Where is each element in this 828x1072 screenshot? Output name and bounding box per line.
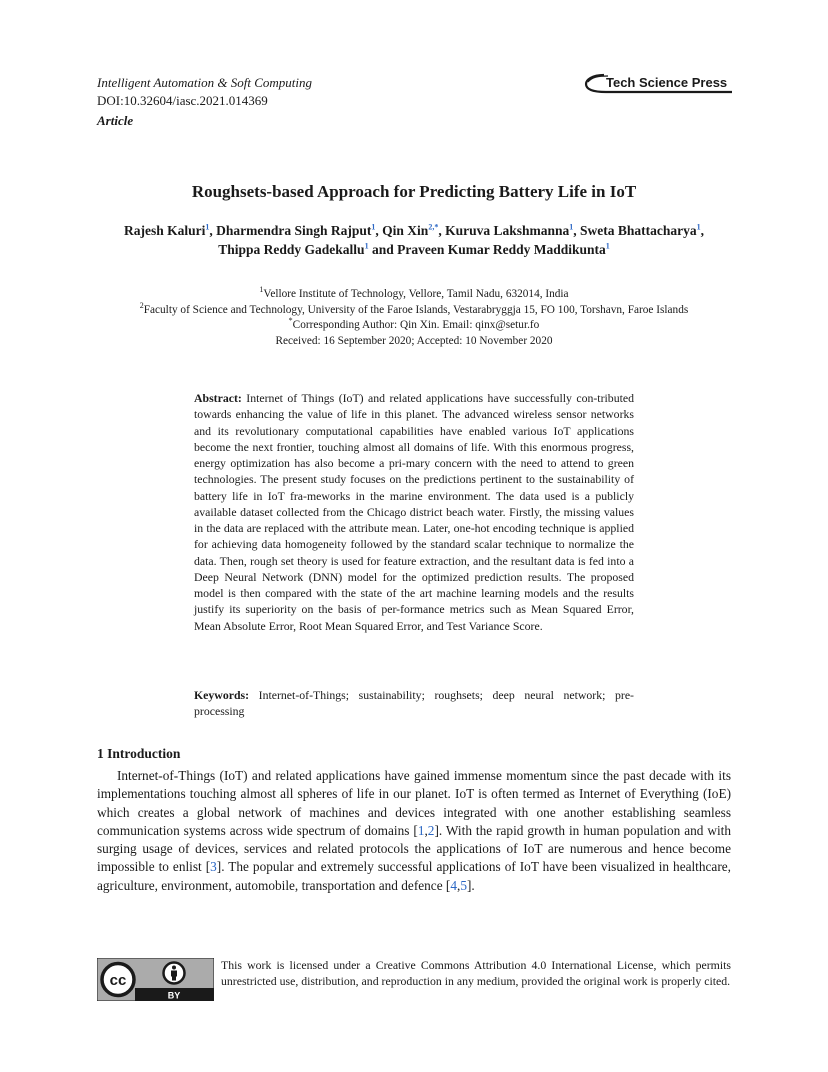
- abstract-label: Abstract:: [194, 391, 242, 405]
- citation-link[interactable]: 5: [460, 877, 467, 893]
- author: Sweta Bhattacharya$^1$: [580, 222, 701, 238]
- affiliation-2: $^2$Faculty of Science and Technology, University of the Faroe Islands, Vestarabryggja 15, FO 100, Torshavn, Faroe Islands: [139, 300, 689, 316]
- journal-name: Intelligent Automation & Soft Computing: [97, 75, 312, 90]
- author: Thippa Reddy Gadekallu$^1$: [218, 241, 369, 257]
- abstract-text: Internet of Things (IoT) and related applications have successfully con-tributed towards enhancing the value of life in this planet. The advanced wireless sensor networks and its revolutionary computational capabilities have enabled various IoT applications become the next frontier, touching almost all domains of life. With this enormous progress, energy optimization has also become a pri-mary concern with the need to attend to green technologies. The present study focuses on the predictions pertinent to the sustainability of battery life in IoT fra-meworks in the marine environment. The data used is a publicly available dataset collected from the Chicago district beach water. Firstly, the missing values in the data are replaced with the attribute mean. Later, one-hot encoding technique is applied for achieving data homogeneity followed by the standard scalar technique to normalize the data. Then, rough set theory is used for feature extraction, and the resultant data is fed into a Deep Neural Network (DNN) model for the optimized prediction results. The proposed model is then compared with the state of the art machine learning models and the results justify its superiority on the basis of per-formance metrics such as Mean Squared Error, Mean Absolute Error, Root Mean Squared Error, and Test Variance Score.: [194, 391, 634, 633]
- keywords: [194, 687, 634, 720]
- abstract: [194, 390, 634, 634]
- license-notice: This work is licensed under a Creative Commons Attribution 4.0 International License, which permits unrestricted use, distribution, and reproduction in any medium, provided the original work is properly cited.: [221, 958, 731, 989]
- article-type: Article: [97, 113, 134, 128]
- intro-paragraph: Internet-of-Things (IoT) and related applications have gained immense momentum since the past decade with its implementations touching almost all spheres of life in our planet. IoT is often termed as Internet of Everything (IoE) which creates a global network of machines and devices integrated with one another establishing seamless communication systems across wide spectrum of domains [1,2]. With the rapid growth in human population and with surging usage of devices, services and related protocols the applications of IoT are numerous and hence become impossible to enlist [3]. The popular and extremely successful applications of IoT have been visualized in healthcare, agriculture, environment, automobile, transportation and defence [4,5].: [97, 768, 731, 893]
- section-heading: 1 Introduction: [97, 746, 181, 761]
- cc-by-logo[interactable]: [97, 958, 214, 1001]
- keywords-text: Internet-of-Things; sustainability; roughsets; deep neural network; pre-processing: [194, 688, 634, 719]
- author: Kuruva Lakshmanna$^1$: [445, 222, 574, 238]
- affiliation-1: $^1$Vellore Institute of Technology, Vellore, Tamil Nadu, 632014, India: [259, 285, 569, 300]
- author-list: Rajesh Kaluri$^1$, Dharmendra Singh Rajput$^1$, Qin Xin$^{2,*}$, Kuruva Lakshmanna$^1$, Sweta Bhattacharya$^1$, Thippa Reddy Gadekallu$^1$ and Praveen Kumar Reddy Maddikunta$^1$: [124, 222, 704, 257]
- publisher-logo: [584, 72, 734, 94]
- author: Praveen Kumar Reddy Maddikunta$^1$: [397, 241, 610, 257]
- citation-link[interactable]: 3: [210, 859, 217, 875]
- by-label: BY: [167, 990, 181, 1001]
- keywords-label: Keywords:: [194, 688, 250, 702]
- affiliations: [40, 287, 788, 349]
- publisher-name: Tech Science Press: [606, 75, 728, 90]
- corresponding-author: *Corresponding Author: Qin Xin. Email: qinx@setur.fo: [288, 316, 540, 331]
- received-dates: Received: 16 September 2020; Accepted: 10 November 2020: [275, 334, 553, 347]
- author: Qin Xin$^{2,*}$: [382, 222, 439, 238]
- author: Dharmendra Singh Rajput$^1$: [216, 222, 376, 238]
- paper-title: Roughsets-based Approach for Predicting Battery Life in IoT: [191, 182, 637, 201]
- author: Rajesh Kaluri$^1$: [124, 222, 210, 238]
- citation-link[interactable]: 1: [417, 822, 425, 838]
- citation-link[interactable]: 4: [450, 877, 458, 893]
- citation-link[interactable]: 2: [427, 822, 435, 838]
- cc-mark: cc: [109, 972, 127, 989]
- doi[interactable]: DOI:10.32604/iasc.2021.014369: [97, 93, 268, 108]
